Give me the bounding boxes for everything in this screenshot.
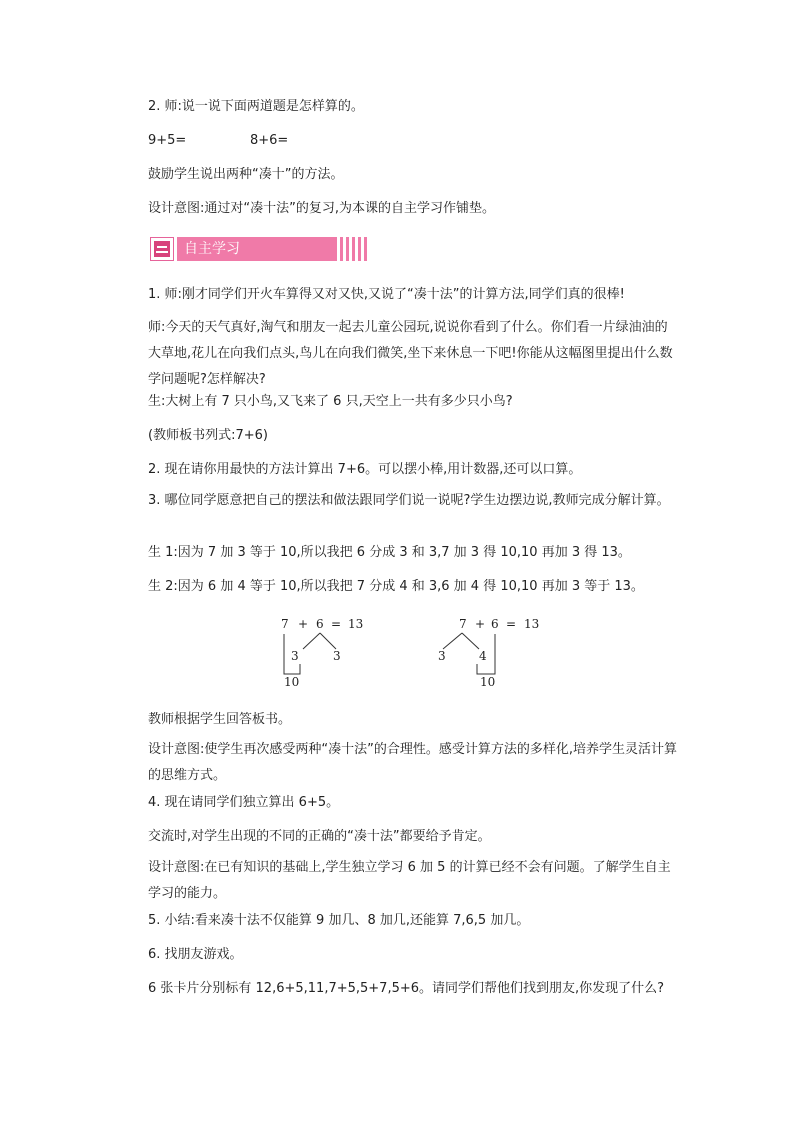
right-split-1: 3 (438, 649, 446, 663)
left-addend-b: 6 (316, 617, 324, 631)
paragraph-16: 6 张卡片分别标有 12,6+5,11,7+5,5+7,5+6。请同学们帮他们找到朋友,你发现了什么? (148, 981, 665, 996)
right-equals: = (506, 617, 517, 631)
left-ten: 10 (284, 675, 300, 689)
paragraph-5: 2. 现在请你用最快的方法计算出 7+6。可以摆小棒,用计数器,还可以口算。 (148, 462, 582, 477)
right-addend-a: 7 (459, 617, 467, 631)
left-addend-a: 7 (281, 617, 289, 631)
section-number-icon (150, 237, 174, 261)
paragraph-3: 生:大树上有 7 只小鸟,又飞来了 6 只,天空上一共有多少只小鸟? (148, 394, 513, 409)
right-split-2: 4 (479, 649, 487, 663)
line-teacher-question: 2. 师:说一说下面两道题是怎样算的。 (148, 99, 364, 114)
paragraph-10: 设计意图:使学生再次感受两种“凑十法”的合理性。感受计算方法的多样化,培养学生灵活计算的思维方式。 (148, 742, 677, 783)
make-ten-diagram (276, 612, 566, 692)
paragraph-1: 1. 师:刚才同学们开火车算得又对又快,又说了“凑十法”的计算方法,同学们真的很棒! (148, 287, 625, 302)
left-plus: + (298, 617, 309, 631)
line-encourage: 鼓励学生说出两种“凑十”的方法。 (148, 167, 344, 182)
equation-8-plus-6: 8+6= (250, 133, 289, 148)
right-result: 13 (524, 617, 540, 631)
paragraph-8: 生 2:因为 6 加 4 等于 10,所以我把 7 分成 4 和 3,6 加 4 得 10,10 再加 3 等于 13。 (148, 579, 644, 594)
paragraph-6: 3. 哪位同学愿意把自己的摆法和做法跟同学们说一说呢?学生边摆边说,教师完成分解计算。 (148, 493, 670, 508)
line-design-intent-1: 设计意图:通过对“凑十法”的复习,为本课的自主学习作铺垫。 (148, 201, 495, 216)
right-plus: + (475, 617, 486, 631)
paragraph-14: 5. 小结:看来凑十法不仅能算 9 加几、8 加几,还能算 7,6,5 加几。 (148, 913, 530, 928)
paragraph-4: (教师板书列式:7+6) (148, 428, 268, 443)
left-split-2: 3 (333, 649, 341, 663)
paragraph-12: 交流时,对学生出现的不同的正确的“凑十法”都要给予肯定。 (148, 829, 491, 844)
equation-9-plus-5: 9+5= (148, 133, 187, 148)
section-title: 自主学习 (184, 241, 240, 257)
paragraph-13: 设计意图:在已有知识的基础上,学生独立学习 6 加 5 的计算已经不会有问题。了解学生自主学习的能力。 (148, 860, 671, 901)
right-addend-b: 6 (491, 617, 499, 631)
left-split-1: 3 (291, 649, 299, 663)
paragraph-7: 生 1:因为 7 加 3 等于 10,所以我把 6 分成 3 和 3,7 加 3 得 10,10 再加 3 得 13。 (148, 545, 631, 560)
paragraph-2: 师:今天的天气真好,淘气和朋友一起去儿童公园玩,说说你看到了什么。你们看一片绿油油的大草地,花儿在向我们点头,鸟儿在向我们微笑,坐下来休息一下吧!你能从这幅图里提出什么数学问题呢?怎样解决? (148, 320, 673, 387)
right-ten: 10 (480, 675, 496, 689)
paragraph-9: 教师根据学生回答板书。 (148, 712, 292, 727)
paragraph-11: 4. 现在请同学们独立算出 6+5。 (148, 795, 340, 810)
paragraph-15: 6. 找朋友游戏。 (148, 947, 243, 962)
section-banner (150, 237, 370, 263)
left-equals: = (331, 617, 342, 631)
left-result: 13 (348, 617, 364, 631)
